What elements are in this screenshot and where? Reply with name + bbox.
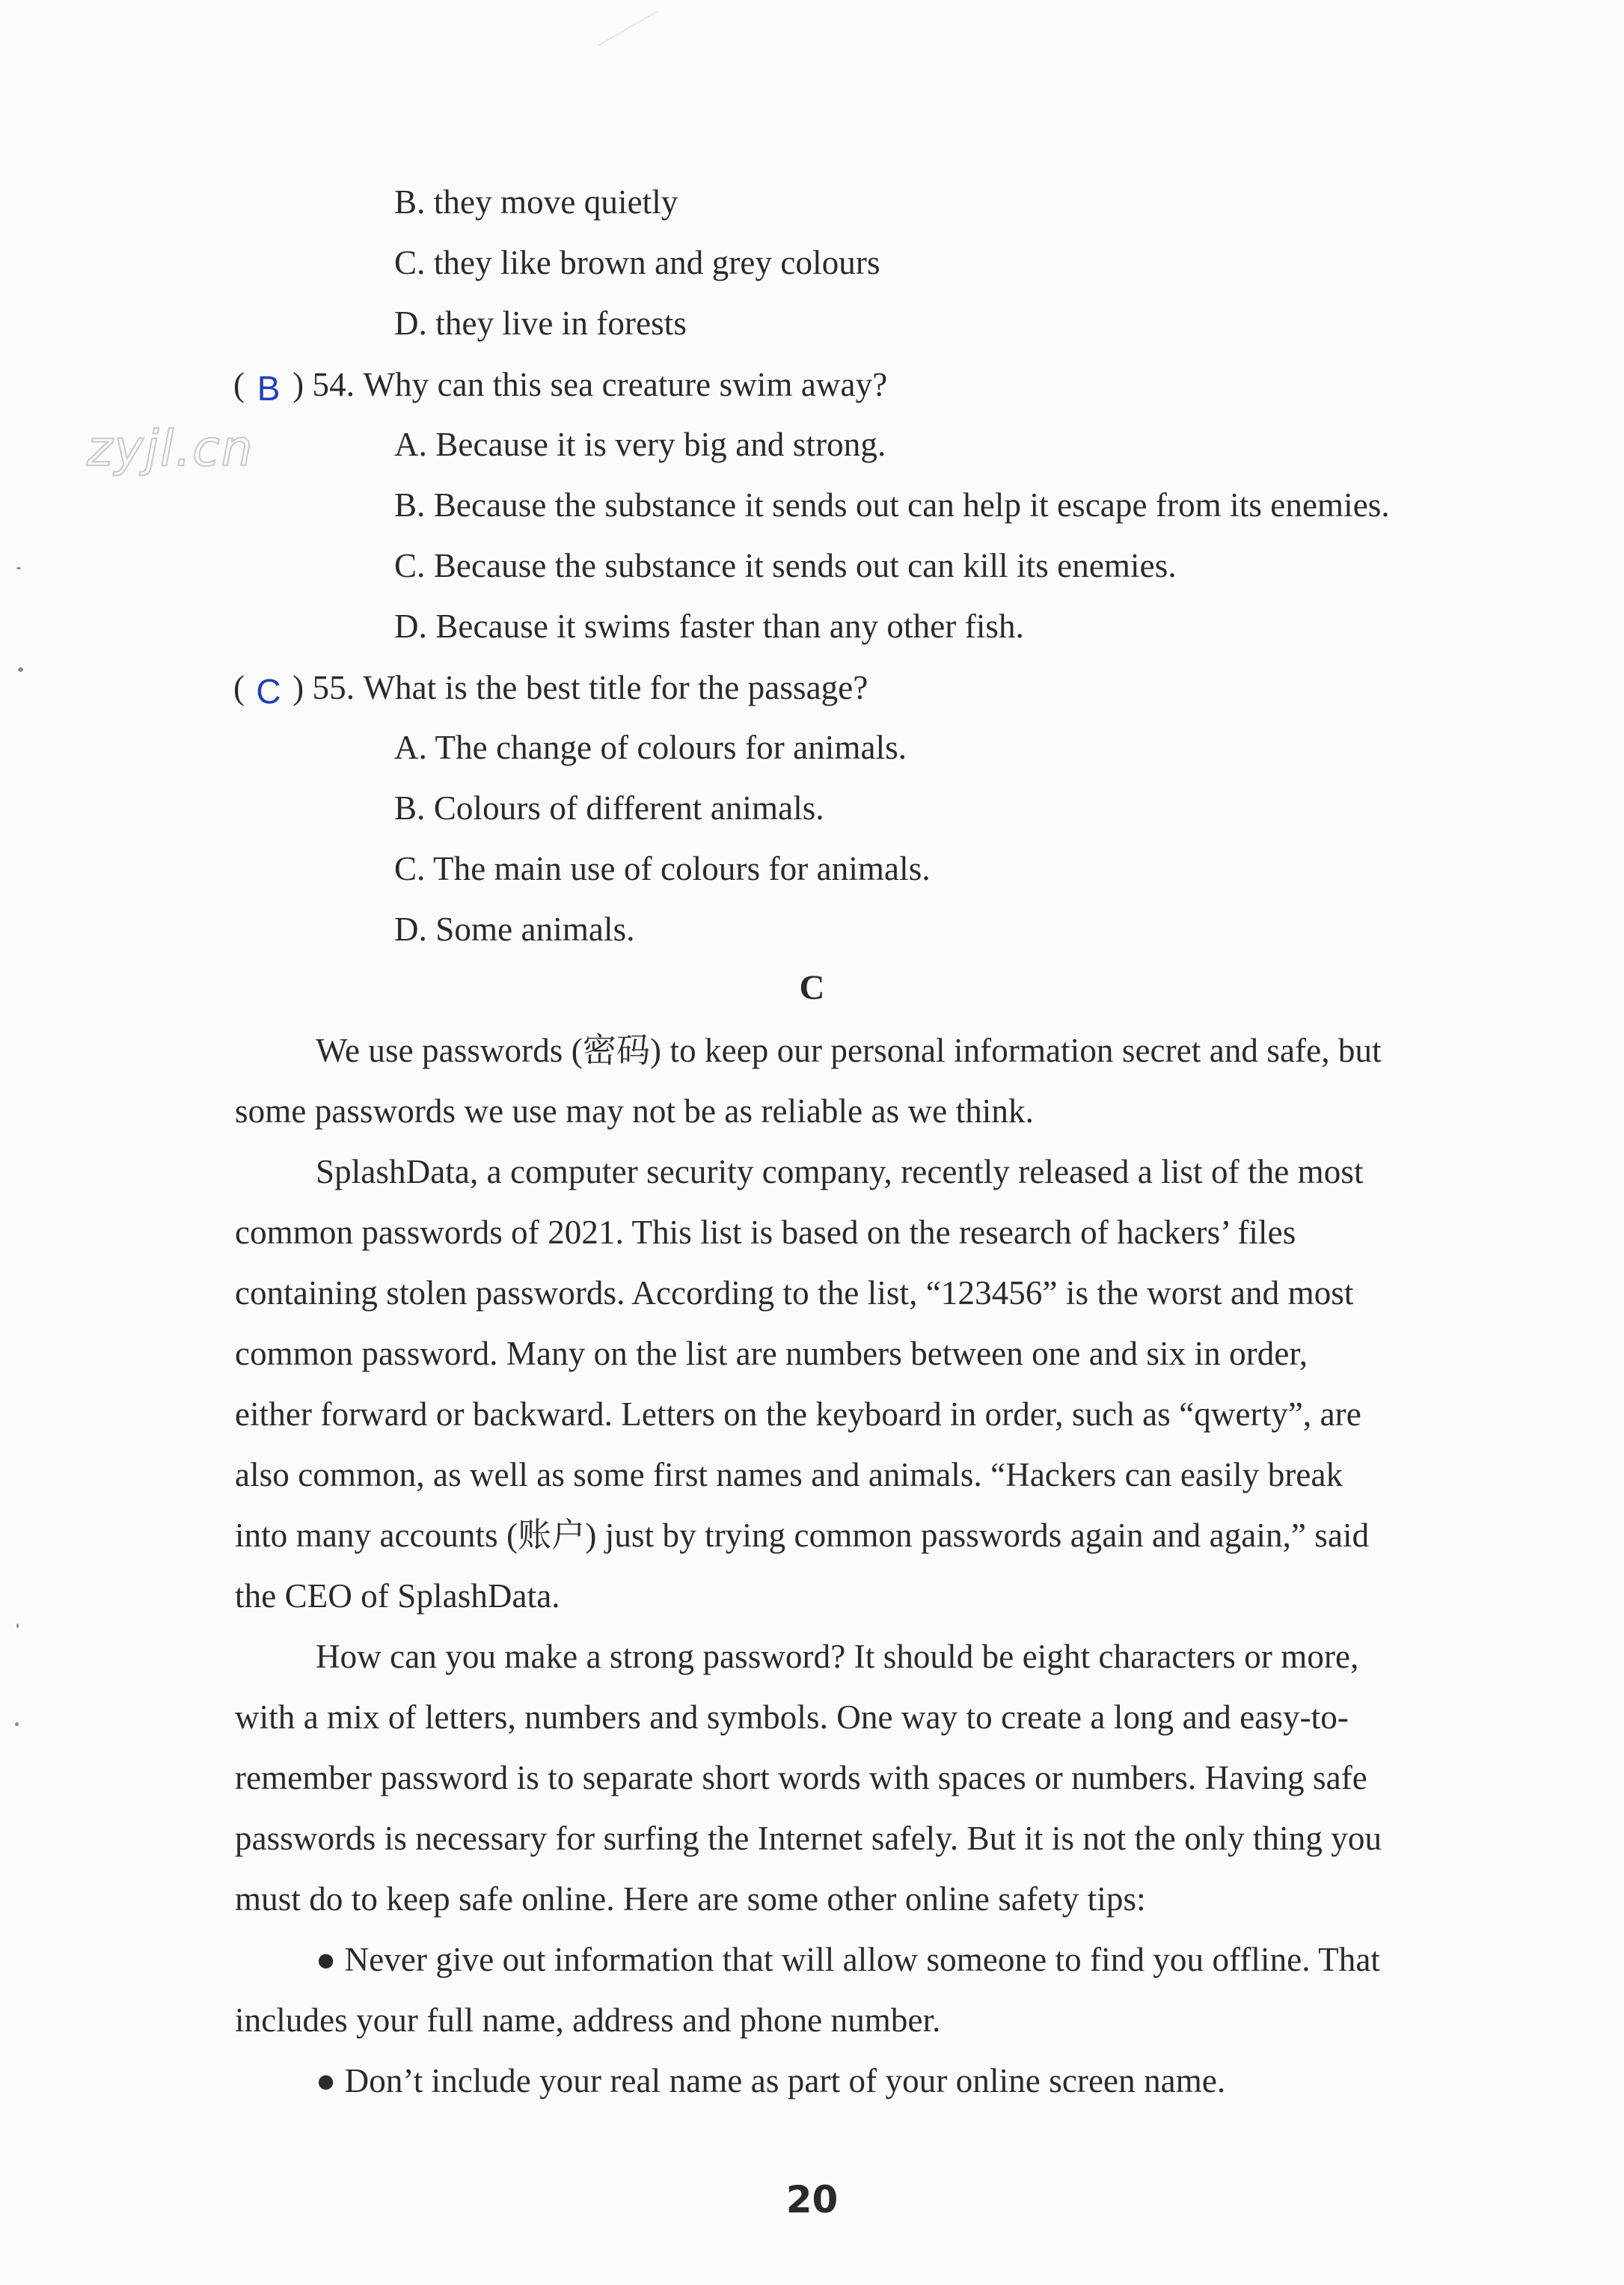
q53-option-d: D. they live in forests — [394, 305, 687, 342]
question-55 — [233, 664, 868, 710]
watermark-logo: zyjl.cn — [87, 420, 254, 477]
passage-line: remember password is to separate short words with spaces or numbers. Having safe — [235, 1759, 1367, 1796]
q54-option-b: B. Because the substance it sends out can help it escape from its enemies. — [394, 486, 1390, 524]
q55-option-c: C. The main use of colours for animals. — [394, 850, 931, 887]
section-heading: C — [799, 968, 825, 1007]
passage-line: includes your full name, address and phone number. — [235, 2001, 941, 2039]
q54-option-a: A. Because it is very big and strong. — [394, 426, 886, 463]
answer-mark-54: B — [257, 369, 281, 408]
q55-option-a: A. The change of colours for animals. — [394, 729, 907, 766]
question-text: What is the best title for the passage? — [363, 669, 868, 706]
passage-line: must do to keep safe online. Here are some other online safety tips: — [235, 1880, 1146, 1918]
bullet-tip: ● Never give out information that will allow someone to find you offline. That — [316, 1941, 1381, 1978]
q55-option-d: D. Some animals. — [394, 911, 635, 948]
bullet-tip: ● Don’t include your real name as part of your online screen name. — [316, 2062, 1226, 2099]
passage-line: either forward or backward. Letters on the keyboard in order, such as “qwerty”, are — [235, 1395, 1361, 1433]
q53-option-b: B. they move quietly — [394, 183, 678, 221]
q54-option-d: D. Because it swims faster than any other fish. — [394, 608, 1024, 645]
passage-line: common passwords of 2021. This list is based on the research of hackers’ files — [235, 1214, 1296, 1251]
passage-line: also common, as well as some first names and animals. “Hackers can easily break — [235, 1456, 1343, 1493]
question-number: 54. — [312, 366, 355, 403]
answer-paren-open: ( — [233, 669, 245, 706]
scan-speck — [16, 1624, 19, 1628]
scan-speck — [18, 667, 23, 672]
q54-option-c: C. Because the substance it sends out can kill its enemies. — [394, 547, 1177, 584]
q53-option-c: C. they like brown and grey colours — [394, 244, 880, 281]
scan-speck — [15, 1722, 19, 1726]
q55-option-b: B. Colours of different animals. — [394, 789, 824, 827]
passage-line: with a mix of letters, numbers and symbols. One way to create a long and easy-to- — [235, 1698, 1349, 1736]
passage-line: some passwords we use may not be as reliable as we think. — [235, 1092, 1034, 1130]
answer-paren-close: ) — [292, 366, 304, 403]
passage-line: the CEO of SplashData. — [235, 1577, 560, 1615]
answer-mark-55: C — [256, 672, 281, 711]
passage-line: containing stolen passwords. According to the list, “123456” is the worst and most — [235, 1274, 1354, 1312]
passage-line: passwords is necessary for surfing the Internet safely. But it is not the only thing you — [235, 1820, 1382, 1857]
passage-line: common password. Many on the list are numbers between one and six in order, — [235, 1335, 1308, 1372]
question-text: Why can this sea creature swim away? — [363, 366, 888, 403]
passage-line: into many accounts (账户) just by trying common passwords again and again,” said — [235, 1517, 1370, 1554]
scan-scratch — [598, 11, 657, 46]
answer-paren-close: ) — [292, 669, 304, 706]
question-54 — [233, 361, 887, 407]
page-number: 20 — [785, 2178, 839, 2221]
scan-speck — [16, 567, 21, 569]
answer-paren-open: ( — [233, 366, 245, 403]
passage-line: How can you make a strong password? It should be eight characters or more, — [316, 1638, 1359, 1675]
question-number: 55. — [312, 669, 355, 706]
passage-line: SplashData, a computer security company, recently released a list of the most — [316, 1153, 1364, 1190]
passage-line: We use passwords (密码) to keep our personal information secret and safe, but — [316, 1032, 1382, 1069]
